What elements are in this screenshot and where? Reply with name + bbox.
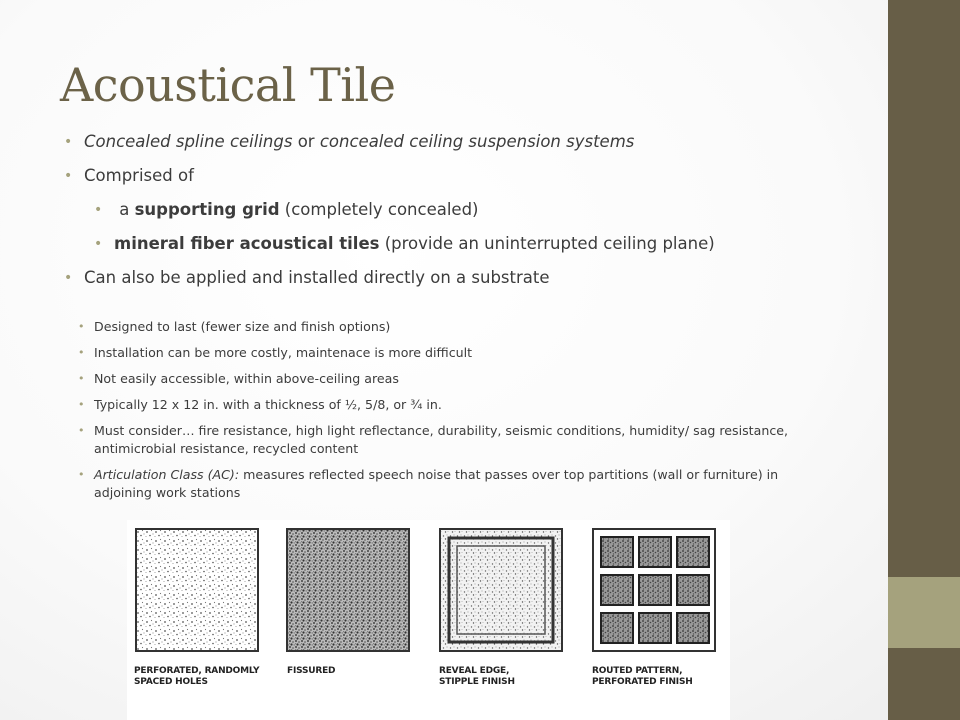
side-bar-dark: [888, 0, 960, 577]
bullet-mineral-fiber: • mineral fiber acoustical tiles (provide an uninterrupted ceiling plane): [114, 234, 884, 254]
bullet-concealed-systems: • Concealed spline ceilings or concealed ceiling suspension systems: [84, 132, 884, 152]
tile-perforated: [136, 529, 258, 651]
caption-routed-pattern: ROUTED PATTERN, PERFORATED FINISH: [592, 666, 693, 687]
caption-reveal-edge: REVEAL EDGE, STIPPLE FINISH: [439, 666, 515, 687]
side-bar-light: [888, 577, 960, 648]
tile-fissured: [287, 529, 409, 651]
bullet-substrate: • Can also be applied and installed directly on a substrate: [84, 268, 884, 288]
tile-reveal-edge: [440, 529, 562, 651]
detail-accessibility: • Not easily accessible, within above-ceiling areas: [78, 370, 838, 388]
detail-considerations: • Must consider… fire resistance, high light reflectance, durability, seismic conditions, humidity/ sag resistance, antimicrobial resistance, recycled content: [78, 422, 838, 458]
detail-bullet-list: [78, 318, 838, 510]
caption-perforated: PERFORATED, RANDOMLY SPACED HOLES: [134, 666, 260, 687]
tile-drawings: [127, 520, 730, 720]
side-bar-dark-bottom: [888, 648, 960, 720]
bullet-supporting-grid: • a supporting grid (completely concealed): [114, 200, 884, 220]
detail-installation-cost: • Installation can be more costly, maintenace is more difficult: [78, 344, 838, 362]
detail-designed-to-last: • Designed to last (fewer size and finish options): [78, 318, 838, 336]
bullet-comprised-of: • Comprised of: [84, 166, 884, 186]
slide-title: Acoustical Tile: [60, 58, 396, 112]
tile-routed-pattern: [593, 529, 715, 651]
detail-dimensions: • Typically 12 x 12 in. with a thickness of ½, 5/8, or ¾ in.: [78, 396, 838, 414]
main-bullet-list: [84, 132, 884, 302]
tile-types-figure: [127, 520, 730, 720]
caption-fissured: FISSURED: [287, 666, 336, 676]
detail-articulation-class: • Articulation Class (AC): measures reflected speech noise that passes over top partitions (wall or furniture) in adjoining work stations: [78, 466, 838, 502]
